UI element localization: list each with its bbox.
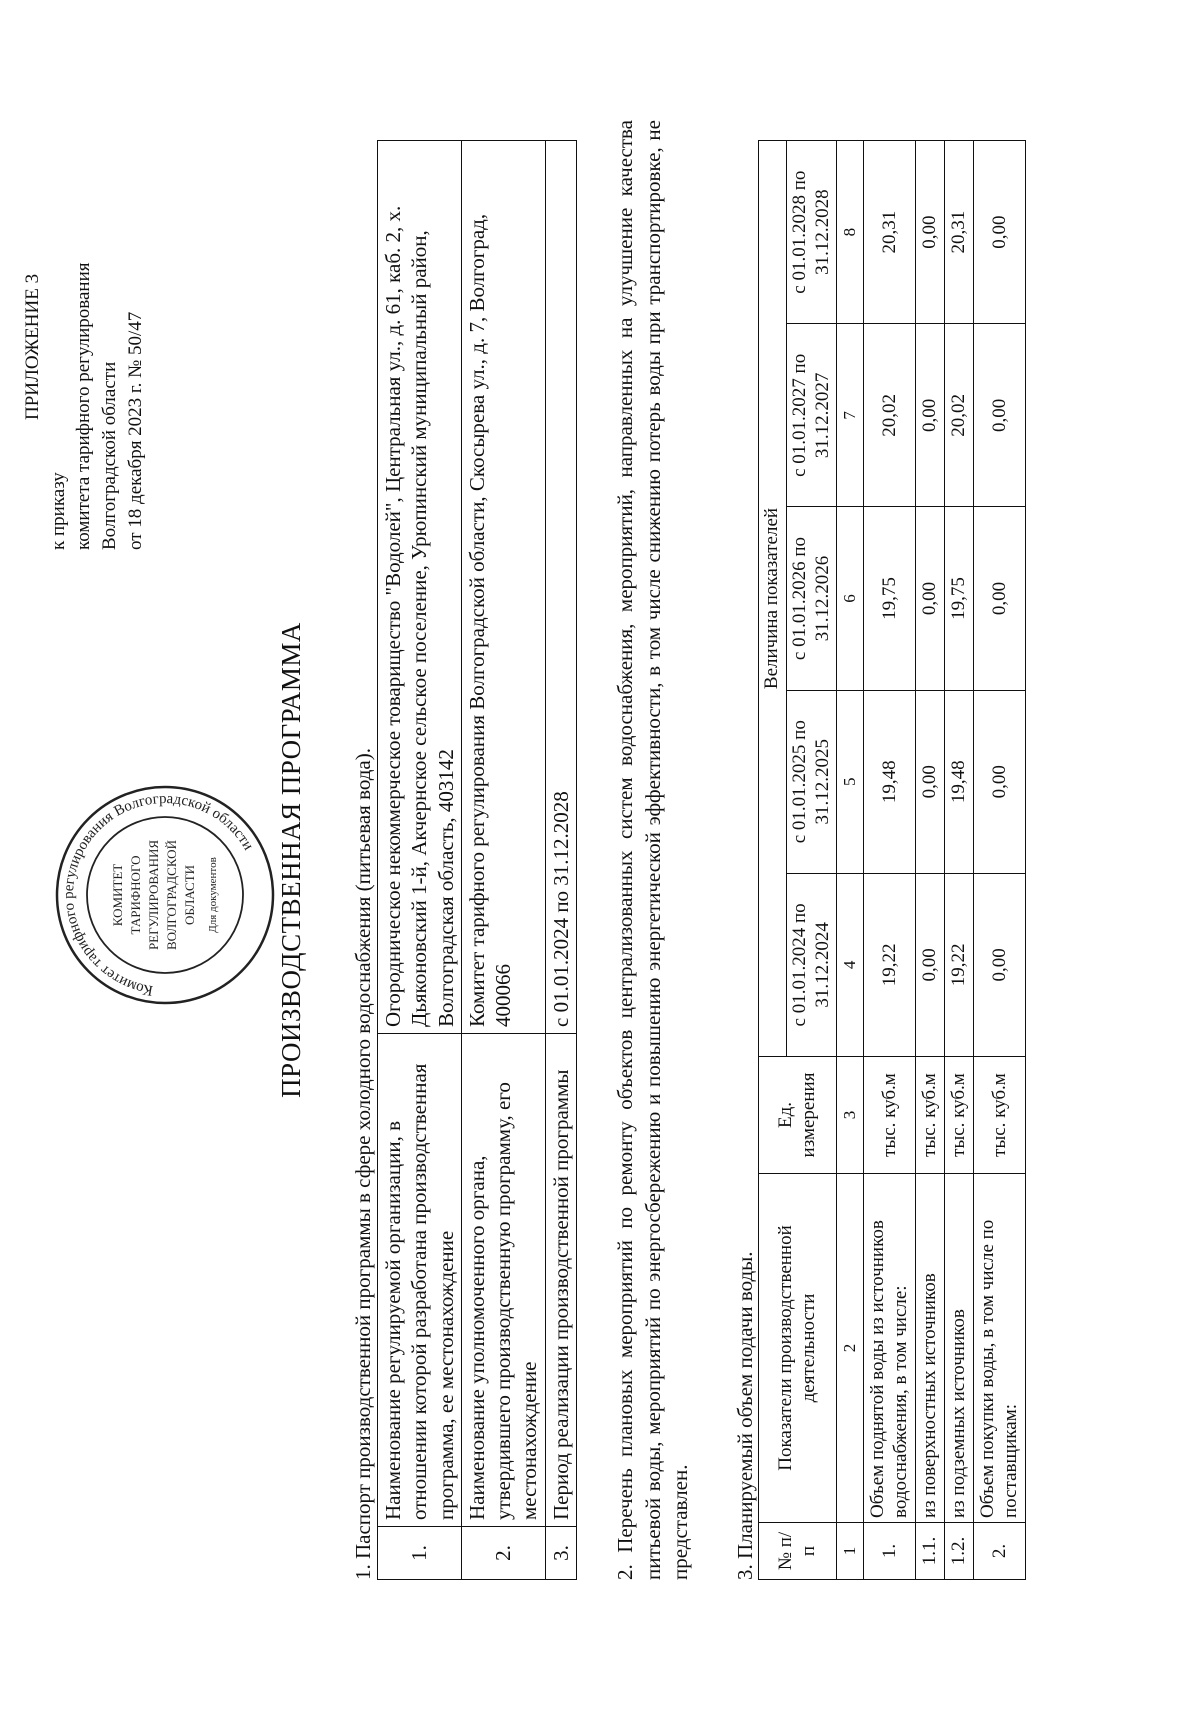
- table-row: [461, 141, 545, 1580]
- column-index: 2: [837, 1174, 863, 1523]
- appendix-number: ПРИЛОЖЕНИЕ 3: [22, 273, 43, 420]
- column-index: 1: [837, 1523, 863, 1580]
- passport-table: [377, 140, 577, 1580]
- passport-row-value: Комитет тарифного регулирования Волгоградской области, Скосырева ул., д. 7, Волгоград, 400066: [461, 141, 545, 1034]
- row-value: 19,22: [863, 873, 916, 1056]
- row-value: 19,75: [863, 507, 916, 690]
- row-unit: тыс. куб.м: [944, 1057, 973, 1174]
- stamp-ring-text: Комитет тарифного регулирования Волгоградской области: [60, 790, 257, 999]
- row-number: 2.: [973, 1523, 1026, 1580]
- col-header-period: с 01.01.2024 по 31.12.2024: [786, 873, 837, 1056]
- row-value: 19,22: [944, 873, 973, 1056]
- stamp-line-3: РЕГУЛИРОВАНИЯ: [146, 839, 161, 951]
- table-row: [916, 141, 945, 1580]
- row-unit: тыс. куб.м: [916, 1057, 945, 1174]
- official-stamp: [50, 780, 280, 1010]
- stamp-line-6: Для документов: [207, 857, 219, 933]
- table-row: [863, 141, 916, 1580]
- row-value: 0,00: [916, 507, 945, 690]
- row-value: 19,75: [944, 507, 973, 690]
- col-header-number: № п/п: [759, 1523, 837, 1580]
- stamp-line-2: ТАРИФНОГО: [128, 855, 143, 935]
- column-index: 4: [837, 873, 863, 1056]
- row-value: 0,00: [973, 141, 1026, 324]
- stamp-line-1: КОМИТЕТ: [110, 863, 125, 927]
- row-number: 1.2.: [944, 1523, 973, 1580]
- col-header-period: с 01.01.2028 по 31.12.2028: [786, 141, 837, 324]
- appendix-line-3: Волгоградской области: [98, 361, 120, 550]
- passport-row-number: 1.: [378, 1527, 462, 1580]
- row-value: 19,48: [863, 690, 916, 873]
- row-value: 0,00: [916, 690, 945, 873]
- passport-row-value: с 01.01.2024 по 31.12.2028: [545, 141, 576, 1034]
- table-row: [378, 141, 462, 1580]
- page-title: ПРОИЗВОДСТВЕННАЯ ПРОГРАММА: [276, 622, 306, 1098]
- column-index-row: [837, 141, 863, 1580]
- row-indicator: из поверхностных источников: [916, 1174, 945, 1523]
- row-value: 20,31: [863, 141, 916, 324]
- appendix-line-4: от 18 декабря 2023 г. № 50/47: [124, 311, 146, 550]
- passport-row-label: Наименование регулируемой организации, в отношении которой разработана производственная программа, ее местонахождение: [378, 1034, 462, 1527]
- row-value: 20,31: [944, 141, 973, 324]
- passport-row-number: 3.: [545, 1527, 576, 1580]
- rotated-document-page: [20, 80, 1080, 1640]
- table-row: [545, 141, 576, 1580]
- column-index: 6: [837, 507, 863, 690]
- table-row: [973, 141, 1026, 1580]
- row-value: 19,48: [944, 690, 973, 873]
- row-value: 0,00: [973, 507, 1026, 690]
- row-value: 0,00: [973, 324, 1026, 507]
- col-header-period: с 01.01.2025 по 31.12.2025: [786, 690, 837, 873]
- section-1-title: 1. Паспорт производственной программы в сфере холодного водоснабжения (питьевая вода).: [351, 748, 375, 1580]
- row-value: 0,00: [916, 873, 945, 1056]
- column-index: 5: [837, 690, 863, 873]
- appendix-line-1: к приказу: [47, 472, 69, 550]
- row-value: 0,00: [973, 873, 1026, 1056]
- appendix-line-2: комитета тарифного регулирования: [73, 262, 95, 550]
- col-header-values-group: Величина показателей: [759, 141, 787, 1057]
- row-indicator: Объем поднятой воды из источников водоснабжения, в том числе:: [863, 1174, 916, 1523]
- col-header-period: с 01.01.2026 по 31.12.2026: [786, 507, 837, 690]
- passport-row-label: Наименование уполномоченного органа, утвердившего производственную программу, его местонахождение: [461, 1034, 545, 1527]
- passport-row-label: Период реализации производственной программы: [545, 1034, 576, 1527]
- row-unit: тыс. куб.м: [973, 1057, 1026, 1174]
- column-index: 3: [837, 1057, 863, 1174]
- row-indicator: Объем покупки воды, в том числе по поставщикам:: [973, 1174, 1026, 1523]
- row-value: 20,02: [863, 324, 916, 507]
- section-3-title: 3. Планируемый объем подачи воды.: [733, 1251, 757, 1580]
- row-value: 0,00: [916, 324, 945, 507]
- section-2-text: 2. Перечень плановых мероприятий по ремонту объектов централизованных систем водоснабжения, мероприятий, направленных на улучшение качества питьевой воды, мероприятий по энергосбережению и повышению энергетической эффективности, в том числе снижению потерь воды при транспортировке, не представлен.: [613, 120, 693, 1580]
- stamp-line-5: ОБЛАСТИ: [182, 864, 197, 926]
- col-header-indicator: Показатели производственной деятельности: [759, 1174, 837, 1523]
- stamp-line-4: ВОЛГОГРАДСКОЙ: [164, 840, 179, 950]
- col-header-period: с 01.01.2027 по 31.12.2027: [786, 324, 837, 507]
- row-value: 0,00: [916, 141, 945, 324]
- row-indicator: из подземных источников: [944, 1174, 973, 1523]
- passport-row-value: Огородническое некоммерческое товарищество "Водолей", Центральная ул., д. 61, каб. 2, х. Дьяконовский 1-й, Акчернское сельское поселение, Урюпинский муниципальный район, Волгоградская область, 403142: [378, 141, 462, 1034]
- table-row: [944, 141, 973, 1580]
- water-volume-table: [758, 140, 1026, 1580]
- row-value: 0,00: [973, 690, 1026, 873]
- row-value: 20,02: [944, 324, 973, 507]
- row-number: 1.: [863, 1523, 916, 1580]
- appendix-header: [20, 110, 148, 610]
- column-index: 7: [837, 324, 863, 507]
- row-unit: тыс. куб.м: [863, 1057, 916, 1174]
- table-header-row: [759, 141, 787, 1580]
- row-number: 1.1.: [916, 1523, 945, 1580]
- col-header-unit: Ед. измерения: [759, 1057, 837, 1174]
- passport-row-number: 2.: [461, 1527, 545, 1580]
- column-index: 8: [837, 141, 863, 324]
